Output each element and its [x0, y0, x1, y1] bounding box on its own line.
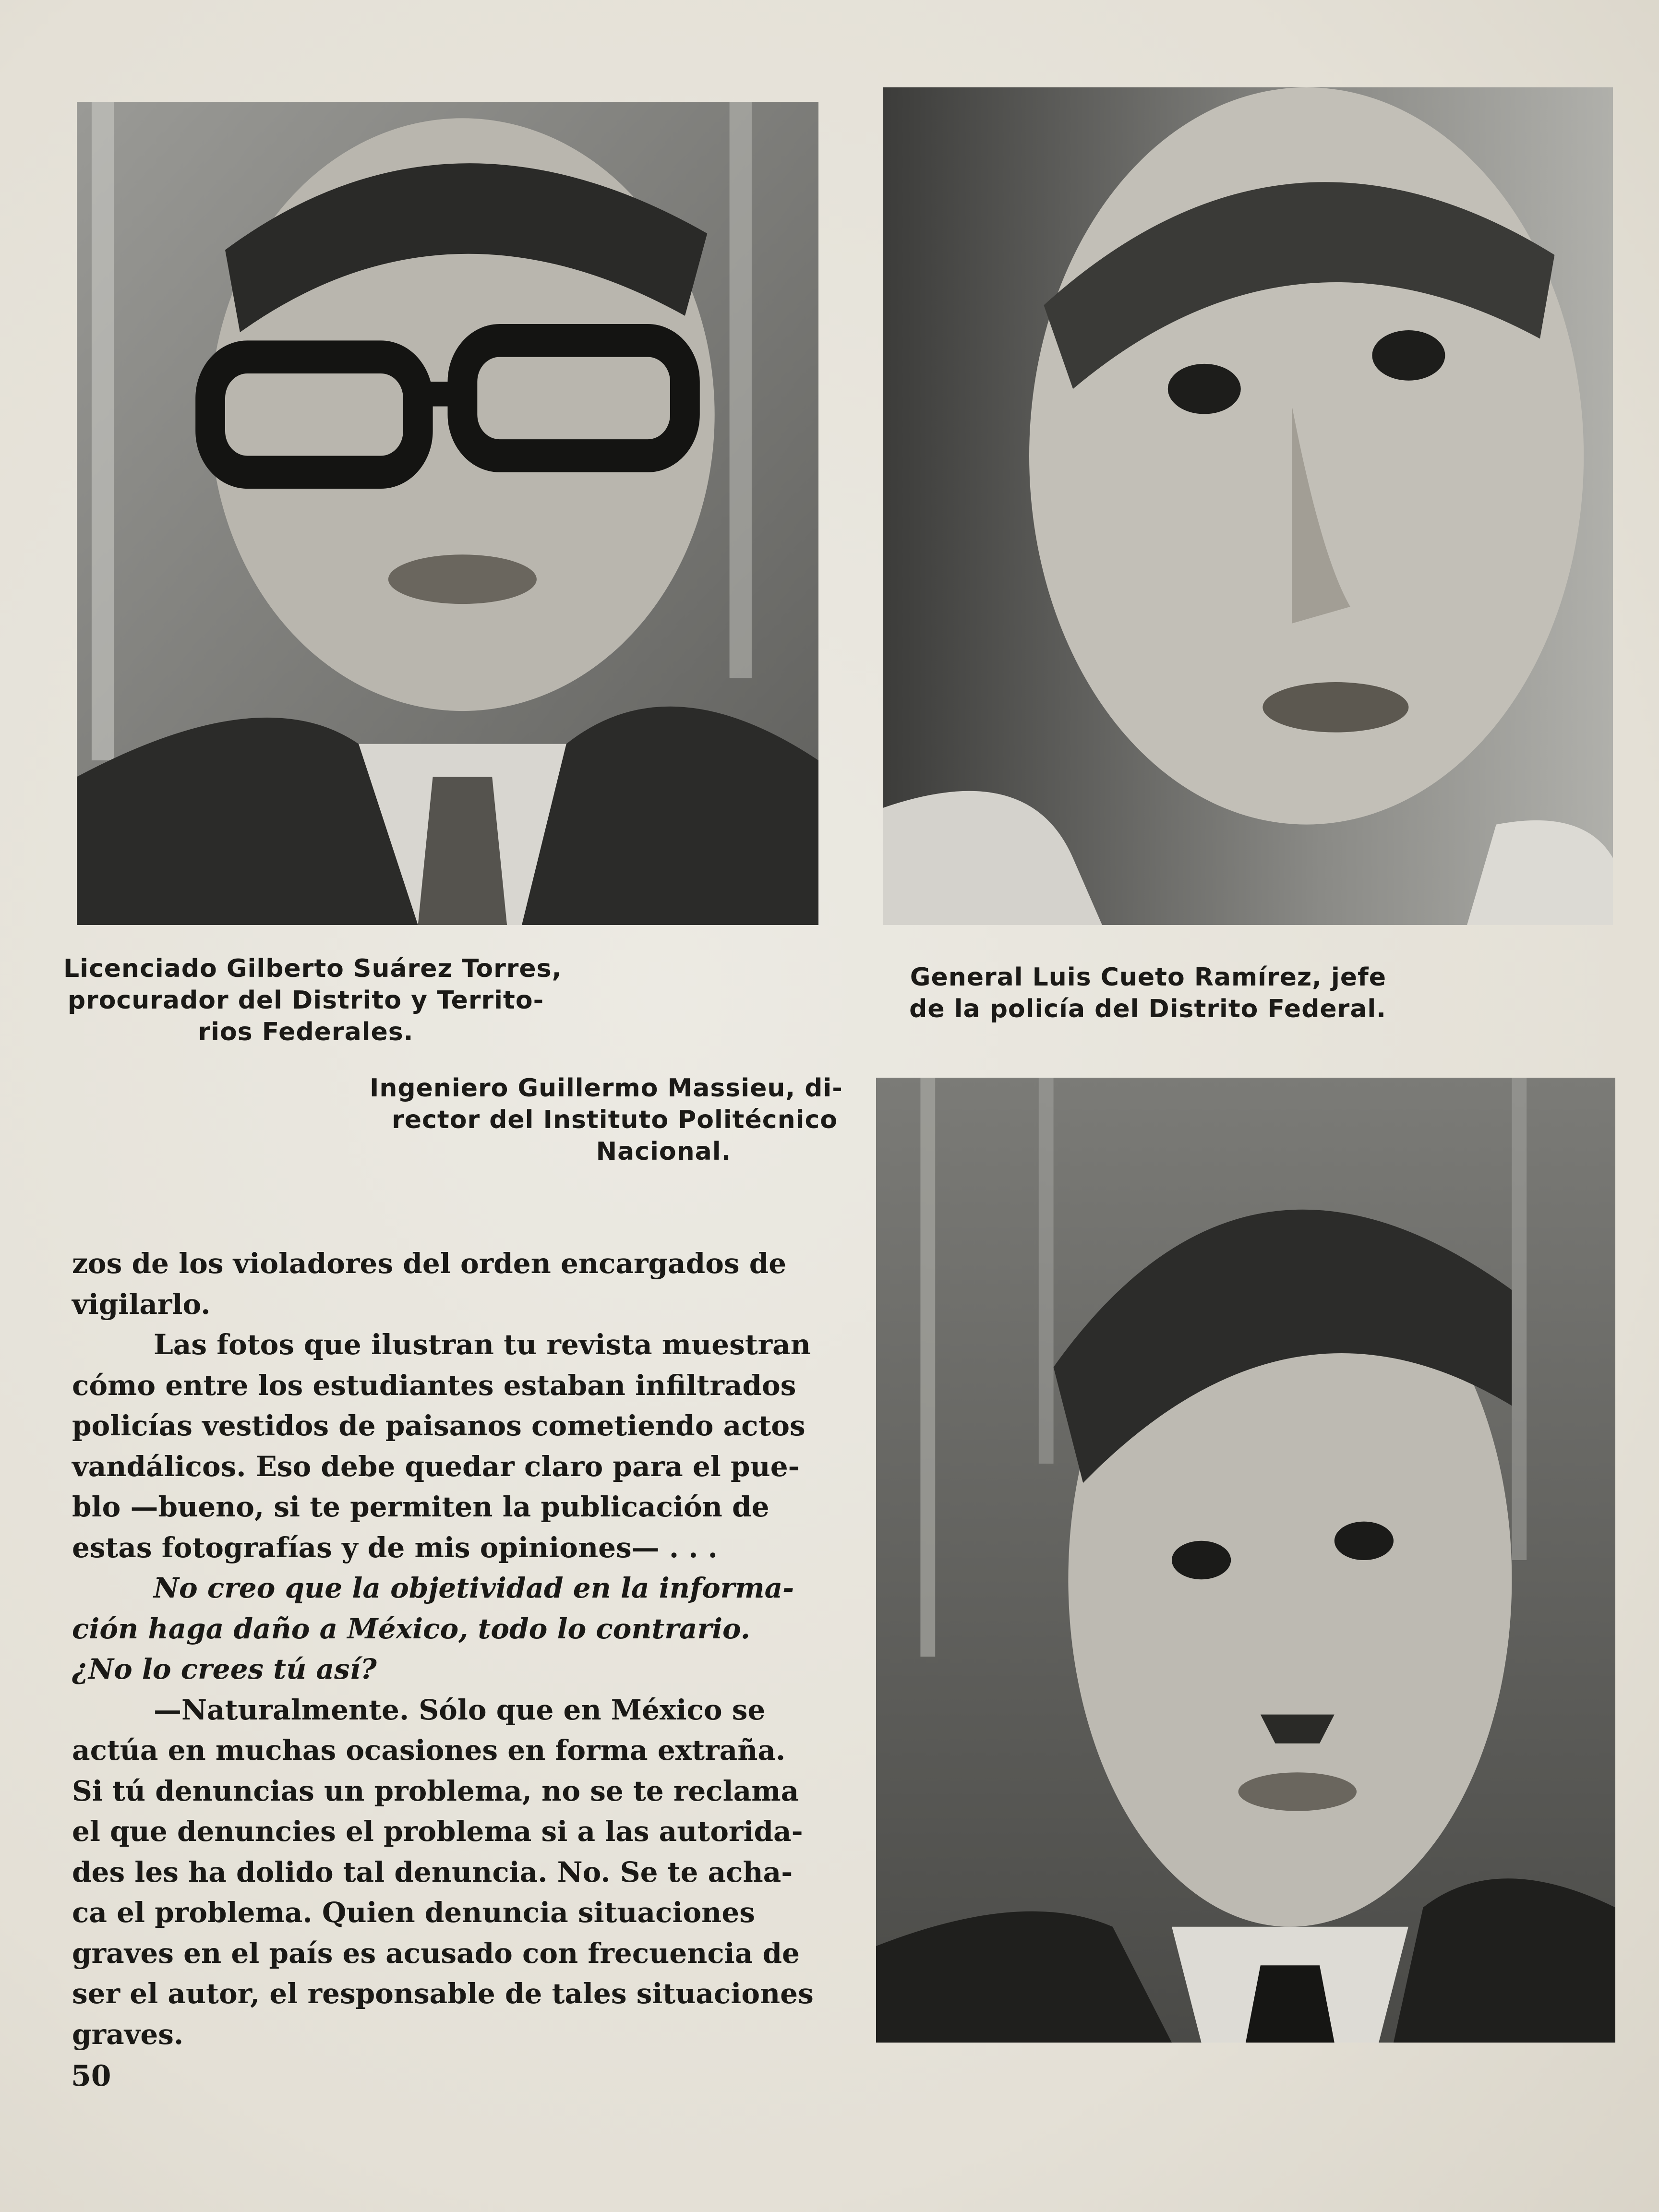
body-line: Si tú denuncias un problema, no se te reclama: [72, 1774, 799, 1807]
caption-line: rios Federales.: [198, 1018, 414, 1046]
photo-massieu: [876, 1078, 1615, 2043]
caption-massieu: [370, 1072, 843, 1167]
body-line: blo —bueno, si te permiten la publicación de: [72, 1491, 769, 1523]
caption-line: de la policía del Distrito Federal.: [909, 995, 1386, 1023]
body-line: —Naturalmente. Sólo que en México se: [154, 1693, 766, 1726]
body-line: graves.: [72, 2018, 184, 2051]
body-line: policías vestidos de paisanos cometiendo actos: [72, 1409, 805, 1442]
caption-line: Nacional.: [596, 1137, 732, 1166]
body-line: cómo entre los estudiantes estaban infiltrados: [72, 1369, 796, 1402]
caption-line: Licenciado Gilberto Suárez Torres,: [63, 954, 562, 983]
caption-suarez-torres: [63, 953, 562, 1048]
body-line: vigilarlo.: [72, 1287, 211, 1321]
body-line-question: ¿No lo crees tú así?: [72, 1653, 377, 1685]
body-line: Las fotos que ilustran tu revista muestran: [154, 1328, 811, 1361]
caption-line: rector del Instituto Politécnico: [392, 1106, 838, 1134]
body-line-question: No creo que la objetividad en la informa-: [154, 1572, 794, 1604]
body-line-question: ción haga daño a México, todo lo contrario.: [72, 1612, 750, 1645]
body-line: zos de los violadores del orden encargados de: [72, 1247, 787, 1280]
caption-line: Ingeniero Guillermo Massieu, di-: [370, 1074, 843, 1103]
body-line: estas fotografías y de mis opiniones— . . .: [72, 1531, 718, 1564]
body-line: des les ha dolido tal denuncia. No. Se te acha-: [72, 1855, 793, 1888]
body-line: actúa en muchas ocasiones en forma extraña.: [72, 1734, 786, 1767]
photo-suarez-torres: [77, 102, 818, 925]
body-line: ser el autor, el responsable de tales situaciones: [72, 1977, 814, 2010]
body-line: graves en el país es acusado con frecuencia de: [72, 1936, 800, 1970]
body-line: el que denuncies el problema si a las autorida-: [72, 1815, 803, 1848]
caption-line: procurador del Distrito y Territo-: [67, 986, 544, 1015]
body-line: vandálicos. Eso debe quedar claro para el pue-: [72, 1450, 800, 1483]
portrait-general: [883, 87, 1613, 925]
caption-cueto-ramirez: [887, 962, 1386, 1025]
body-line: ca el problema. Quien denuncia situaciones: [72, 1896, 755, 1929]
article-body: [72, 1243, 821, 2055]
portrait-mustache-man: [876, 1078, 1615, 2043]
portrait-glasses-man: [77, 102, 818, 925]
photo-cueto-ramirez: [883, 87, 1613, 925]
caption-line: General Luis Cueto Ramírez, jefe: [910, 963, 1386, 992]
page-number: 50: [71, 2059, 111, 2093]
